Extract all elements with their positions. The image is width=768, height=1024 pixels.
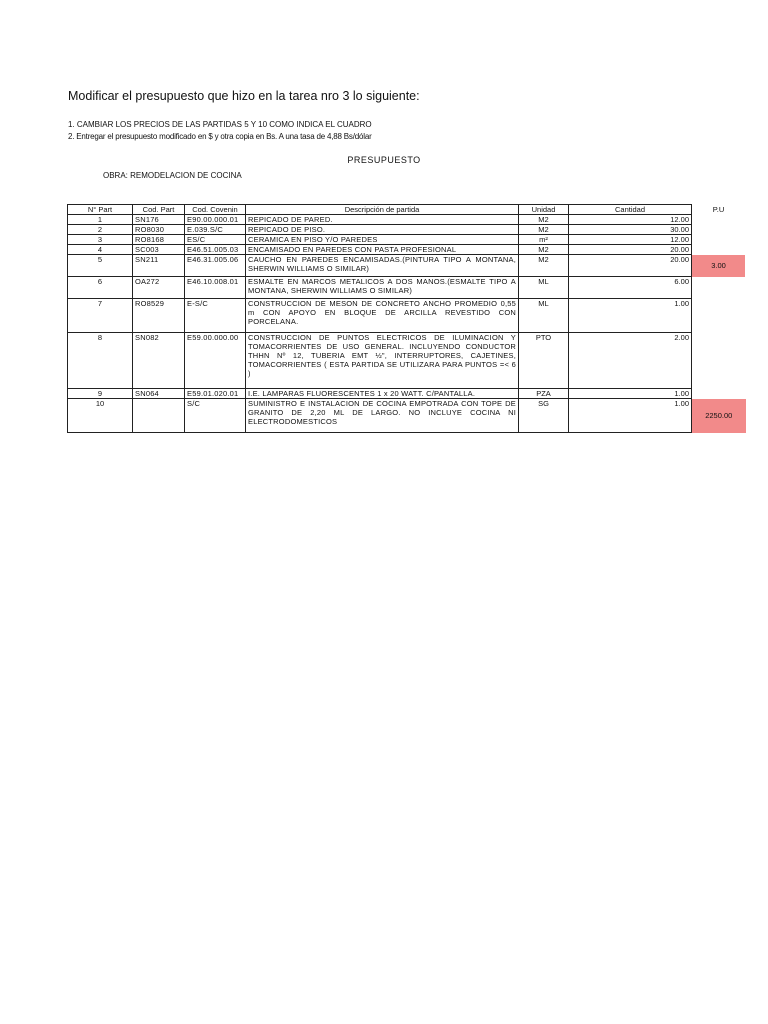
- description-cell: REPICADO DE PARED.: [246, 215, 519, 225]
- table-row: [68, 277, 746, 299]
- description-cell: CERAMICA EN PISO Y/O PAREDES: [246, 235, 519, 245]
- part-number-cell: 9: [68, 389, 133, 399]
- unit-cell: PZA: [519, 389, 569, 399]
- covenin-code-cell: S/C: [185, 399, 246, 433]
- quantity-cell: 2.00: [569, 333, 692, 389]
- quantity-cell: 1.00: [569, 399, 692, 433]
- covenin-code-cell: E59.00.000.00: [185, 333, 246, 389]
- table-row: [68, 333, 746, 389]
- table-row: [68, 255, 746, 277]
- part-number-cell: 10: [68, 399, 133, 433]
- table-row: [68, 215, 746, 225]
- table-row: [68, 299, 746, 333]
- part-number-cell: 6: [68, 277, 133, 299]
- covenin-code-cell: E46.31.005.06: [185, 255, 246, 277]
- instruction-2: 2. Entregar el presupuesto modificado en $ y otra copia en Bs. A una tasa de 4,88 Bs/dólar: [68, 132, 372, 141]
- description-cell: SUMINISTRO E INSTALACION DE COCINA EMPOTRADA CON TOPE DE GRANITO DE 2,20 ML DE LARGO. NO INCLUYE COCINA NI ELECTRODOMESTICOS: [246, 399, 519, 433]
- part-number-cell: 4: [68, 245, 133, 255]
- part-code-cell: RO8168: [133, 235, 185, 245]
- table-header-row: [68, 205, 746, 215]
- unit-price-cell: [692, 299, 746, 333]
- covenin-code-cell: E46.51.005.03: [185, 245, 246, 255]
- unit-cell: M2: [519, 225, 569, 235]
- part-code-cell: SN064: [133, 389, 185, 399]
- part-number-cell: 5: [68, 255, 133, 277]
- header-unit-price: P.U: [712, 204, 725, 214]
- quantity-cell: 12.00: [569, 215, 692, 225]
- unit-price-cell: [692, 225, 746, 235]
- budget-table: [67, 204, 746, 433]
- unit-price-cell: [692, 277, 746, 299]
- unit-price-cell: [692, 245, 746, 255]
- unit-price-cell: 3.00: [692, 255, 746, 277]
- part-number-cell: 1: [68, 215, 133, 225]
- unit-cell: ML: [519, 277, 569, 299]
- project-name: OBRA: REMODELACION DE COCINA: [103, 171, 242, 180]
- unit-cell: ML: [519, 299, 569, 333]
- covenin-code-cell: E59.01.020.01: [185, 389, 246, 399]
- quantity-cell: 6.00: [569, 277, 692, 299]
- part-number-cell: 7: [68, 299, 133, 333]
- part-code-cell: OA272: [133, 277, 185, 299]
- quantity-cell: 1.00: [569, 299, 692, 333]
- description-cell: ENCAMISADO EN PAREDES CON PASTA PROFESIONAL: [246, 245, 519, 255]
- unit-cell: m²: [519, 235, 569, 245]
- quantity-cell: 1.00: [569, 389, 692, 399]
- instruction-1: 1. CAMBIAR LOS PRECIOS DE LAS PARTIDAS 5 Y 10 COMO INDICA EL CUADRO: [68, 120, 372, 129]
- quantity-cell: 20.00: [569, 245, 692, 255]
- part-code-cell: [133, 399, 185, 433]
- quantity-cell: 12.00: [569, 235, 692, 245]
- description-cell: I.E. LAMPARAS FLUORESCENTES 1 x 20 WATT. C/PANTALLA.: [246, 389, 519, 399]
- description-cell: CONSTRUCCION DE MESON DE CONCRETO ANCHO PROMEDIO 0,55 m CON APOYO EN BLOQUE DE ARCILLA REVESTIDO CON PORCELANA.: [246, 299, 519, 333]
- covenin-code-cell: E-S/C: [185, 299, 246, 333]
- intro-text: Modificar el presupuesto que hizo en la tarea nro 3 lo siguiente:: [68, 89, 420, 103]
- header-part-code: Cod. Part: [133, 205, 185, 215]
- description-cell: ESMALTE EN MARCOS METALICOS A DOS MANOS.(ESMALTE TIPO A MONTANA, SHERWIN WILLIAMS O SIMILAR): [246, 277, 519, 299]
- unit-cell: PTO: [519, 333, 569, 389]
- part-number-cell: 8: [68, 333, 133, 389]
- part-code-cell: SN176: [133, 215, 185, 225]
- part-number-cell: 3: [68, 235, 133, 245]
- covenin-code-cell: E.039.S/C: [185, 225, 246, 235]
- part-code-cell: SC003: [133, 245, 185, 255]
- unit-price-cell: [692, 333, 746, 389]
- header-description: Descripción de partida: [246, 205, 519, 215]
- unit-price-cell: [692, 235, 746, 245]
- header-quantity: Cantidad: [569, 205, 692, 215]
- part-code-cell: SN211: [133, 255, 185, 277]
- table-row: [68, 225, 746, 235]
- table-row: [68, 235, 746, 245]
- part-code-cell: SN082: [133, 333, 185, 389]
- covenin-code-cell: E46.10.008.01: [185, 277, 246, 299]
- description-cell: CONSTRUCCION DE PUNTOS ELECTRICOS DE ILUMINACION Y TOMACORRIENTES DE USO GENERAL. INCLUYENDO CONDUCTOR THHN Nº 12, TUBERIA EMT ½", INTERRUPTORES, CAJETINES, TOMACORRIENTES ( ESTA PARTIDA SE UTILIZARA PARA PUNTOS =< 6 ): [246, 333, 519, 389]
- quantity-cell: 30.00: [569, 225, 692, 235]
- unit-cell: M2: [519, 245, 569, 255]
- unit-cell: M2: [519, 255, 569, 277]
- part-code-cell: RO8030: [133, 225, 185, 235]
- covenin-code-cell: ES/C: [185, 235, 246, 245]
- table-row: [68, 389, 746, 399]
- unit-cell: SG: [519, 399, 569, 433]
- table-row: [68, 245, 746, 255]
- table-row: [68, 399, 746, 433]
- header-unit: Unidad: [519, 205, 569, 215]
- part-number-cell: 2: [68, 225, 133, 235]
- budget-title: PRESUPUESTO: [347, 155, 421, 165]
- unit-price-cell: [692, 215, 746, 225]
- header-covenin-code: Cod. Covenin: [185, 205, 246, 215]
- header-part-number: N° Part: [68, 205, 133, 215]
- unit-price-cell: 2250.00: [692, 399, 746, 433]
- covenin-code-cell: E90.00.000.01: [185, 215, 246, 225]
- unit-price-cell: [692, 389, 746, 399]
- part-code-cell: RO8529: [133, 299, 185, 333]
- description-cell: REPICADO DE PISO.: [246, 225, 519, 235]
- unit-cell: M2: [519, 215, 569, 225]
- quantity-cell: 20.00: [569, 255, 692, 277]
- description-cell: CAUCHO EN PAREDES ENCAMISADAS.(PINTURA TIPO A MONTANA, SHERWIN WILLIAMS O SIMILAR): [246, 255, 519, 277]
